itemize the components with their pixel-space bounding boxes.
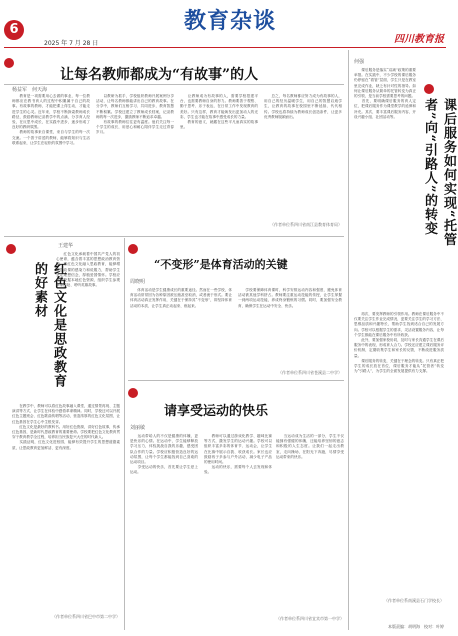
article-2-byline: 何强 (354, 59, 365, 65)
article-3-credit: （作者单位系四川省巴中市第二中学） (52, 614, 120, 619)
article-2-credit: （作者单位系南溪县石门学校长） (384, 598, 444, 603)
article-1-col-3: 让教师成为有故事的人，需要学校搭建平台，也需要教师自身的努力。教师要善于观察、勤于思考、乐于表达，在日常工作中发现教育的美好。只有这样，教育才能焕发出更加动人的光彩，学生也才能在故事中感受成长的力量。 教育的意义，就藏在这些平凡而真实的故事里。 (180, 94, 258, 130)
article-3-col-2: 在教学中，教师可以将红色故事融入课堂，通过情景再现、主题演讲等方式，让学生在体验中感悟革命精神。同时，学校还可以开展红色主题班会、红色歌曲传唱等活动，营造浓厚的红色文化氛围，让红色基因在学生心中生根发芽。 红色文化是最好的教科书。用好红色资源，讲好红色故事，传承红色基因，是新时代思政教育的重要使命。学校要把红色文化教育贯穿于教育教学全过程，培养担当民族复兴大任的时代新人。 实践证明，红色文化进校园，能够有效提升学生的思想道德素质，让思政教育更加鲜活、更有深度。 (12, 404, 120, 450)
article-2-title: 课后服务如何实现“托管者”向“引路人”的转变 (422, 98, 456, 247)
article-1-title: 让每名教师都成为“有故事”的人 (60, 67, 259, 83)
article-3-title: 红色文化是思政教育的好素材 (32, 262, 66, 388)
article-4-byline: 周晓明 (130, 279, 146, 285)
section-title: 教育杂谈 (183, 8, 276, 34)
article-2-col-1: 课后服务是落实“双减”政策的重要举措。在实践中，不少学校的课后服务仍停留在“看管”层面，学生只是在教室里完成作业，缺乏有针对性的指导。如何让课后服务从简单的托管转变为真正的引领，是当前学校需要思考的问题。 首先，要明确课后服务的育人定位，把课后服务作为课堂教学的延伸和补充。其次，要丰富课后服务内容，开设兴趣小组、社团活动等。 (354, 68, 416, 119)
article-3-byline: 王建华 (58, 243, 74, 249)
column-divider (348, 50, 349, 630)
header-rule (4, 47, 446, 48)
article-tag-icon (128, 244, 138, 254)
editor-credit: 本版责编：胡明海 校对：叶婷 (388, 624, 444, 629)
newspaper-logo: 四川教育报 (394, 34, 444, 45)
article-4-col-1: 体育活动是学生健康成长的重要途径。然而在一些学校，体育活动常常因为各种原因被压缩甚至取消，或者流于形式。要让体育活动真正发挥作用，关键在于保持其“不变形”，即坚持体育活动的本质，让学生真正动起来、练起来。 (130, 288, 232, 308)
article-tag-icon (6, 244, 16, 254)
article-5-col-2: 教师可以通过游戏化教学、趣味比赛等方式，激发学生的运动兴趣。学校可以组织丰富多彩的体育节、运动会，让学生在比赛中展示自我、收获成长。家长也应鼓励孩子多参与户外活动，减少电子产品的使用时间。 运动的快乐，需要每个人去发现和体验。 (204, 434, 272, 475)
article-5-title: 请享受运动的快乐 (164, 404, 269, 419)
article-4-title: “不变形”是体育活动的关键 (154, 258, 288, 271)
article-1-col-1: 教育是一项需要用心去做的事业，每一位教师都应在教书育人的过程中积累属于自己的故事。有故事的教师，才能把课上得生动，才能走进学生的心灵。近年来，学校不断探索教师成长路径，鼓励教师记录教学中的点滴，分享育人经验，在反思中成长，在实践中进步，逐步形成了良好的教研氛围。 教师的故事来自课堂，来自与学生的每一次交流。一个善于讲述的教师，能够将知识与生活联系起来，让学生在轻松的氛围中学习。 (12, 94, 90, 145)
article-2-col-2: 再次，要发挥教师的引领作用。教师在课后服务中不仅要关注学生作业完成情况，更要关注学生的学习方法、思维品质和兴趣特长，帮助学生找到适合自己的发展方向。学校可以根据学生的需求，灵活设置服务内容，让每个学生都能在课后服务中有所收获。 此外，要加强家校协同，及时与家长沟通学生在课后服务中的表现，形成育人合力。学校还应建立课后服务评价机制，定期收集学生和家长的反馈，不断改进服务质量。 课后服务的转变，关键在于理念的转变。只有真正把学生的成长放在首位，课后服务才能从“托管者”转变为“引路人”，为学生的全面发展提供有力支撑。 (354, 312, 444, 374)
article-5-byline: 刘丽敏 (130, 425, 146, 431)
article-4-credit: （作者单位系四川省苍溪县二中学） (278, 370, 342, 375)
article-tag-icon (4, 58, 14, 68)
article-1-col-2: 以教研为抓手，学校组织教师开展案例分享活动，让每名教师都能讲出自己的教育故事。在分享中，教师们互相学习、共同进步，教育智慧不断积累。学校还建立了教师成长档案，记录教师的每一次进步，激励教师不断追求卓越。 有故事的教师往往更有温度。他们关注每一个学生的成长，用爱心和耐心陪伴学生走过青春岁月。 (96, 94, 174, 135)
article-1-col-4: 总之，每名教师都应努力成为有故事的人，用自己的经历温暖学生，用自己的智慧启迪学生，让教育的故事在校园里不断延续、代代相传。学校也将持续为教师成长创造条件，让更多优秀教师脱颖而出。 (264, 94, 342, 119)
article-5-col-1: 运动带给人的不仅是健康的体魄，更是快乐的心情。在运动中，学生能够释放学习压力，体验挑战自我的乐趣，感受团队合作的力量。学校应积极营造良好的运动氛围，让每个学生都能找到自己喜欢的运动项目。 享受运动的快乐，首先要让学生爱上运动。 (130, 434, 198, 475)
article-tag-icon (128, 388, 138, 398)
article-4-col-2: 学校要保障体育课时，科学安排运动内容和强度，避免体育活动被其他学科挤占。教师要注重运动技能的传授，让学生掌握一到两项运动技能，养成终身锻炼的习惯。同时，要加强安全教育，确保学生在运动中安全、快乐。 (238, 288, 342, 308)
article-5-credit: （作者单位系四川省宜宾市第一中学） (276, 616, 344, 621)
divider (128, 380, 344, 381)
page-number-badge: 6 (4, 20, 24, 40)
article-1-credit: （作者单位系四川省南江县教育体育局） (270, 222, 342, 227)
issue-date: 2025 年 7 月 28 日 (44, 40, 99, 47)
article-5-col-3: 当运动成为生活的一部分，学生不仅能拥有强健的体魄，还能培养坚韧的意志和积极的人生态度。让我们一起走出教室，走向操场，在阳光下奔跑，尽情享受运动带来的快乐。 (276, 434, 344, 459)
divider (4, 84, 344, 85)
article-3-col-1: 红色文化承载着中国共产党人的初心使命，蕴含着丰富的思想政治教育资源。将红色文化融入思政教育，能够增强思政课的感染力和说服力，帮助学生坚定理想信念，厚植爱国情怀。学校应充分挖掘本地红色资源，组织学生参观革命遗址、聆听英雄故事。 (56, 252, 120, 288)
article-1-byline: 杨益军 何天海 (12, 87, 48, 93)
divider (4, 236, 344, 237)
article-tag-icon (424, 84, 434, 94)
column-divider (124, 238, 125, 630)
